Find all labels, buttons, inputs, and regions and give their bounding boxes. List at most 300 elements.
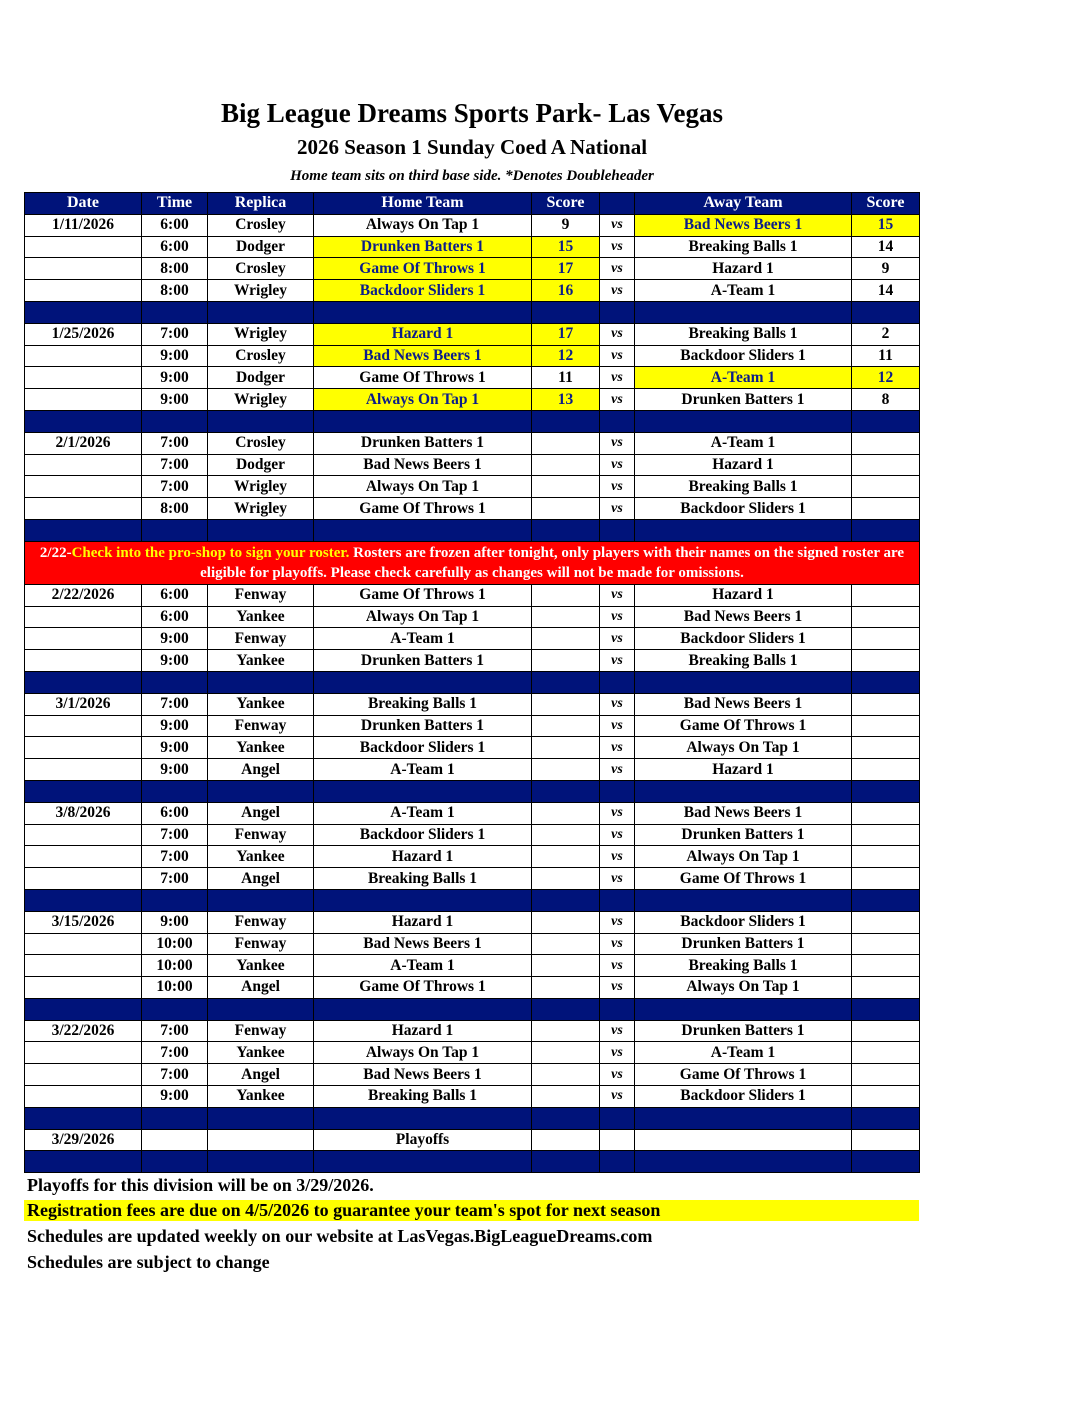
- vs-cell: vs: [600, 258, 635, 280]
- away-score: [852, 737, 920, 759]
- separator-cell: [314, 519, 532, 541]
- game-replica: Yankee: [208, 1086, 314, 1108]
- table-row: [25, 584, 920, 606]
- game-replica: Dodger: [208, 236, 314, 258]
- vs-cell: vs: [600, 1086, 635, 1108]
- game-replica: Wrigley: [208, 498, 314, 520]
- game-date: [25, 367, 142, 389]
- table-row: [25, 693, 920, 715]
- table-row: [25, 977, 920, 999]
- home-team: Bad News Beers 1: [314, 933, 532, 955]
- game-replica: Angel: [208, 868, 314, 890]
- away-score: [852, 1020, 920, 1042]
- separator-cell: [142, 671, 208, 693]
- away-team: Backdoor Sliders 1: [635, 1086, 852, 1108]
- away-team: Game Of Throws 1: [635, 868, 852, 890]
- separator-cell: [25, 519, 142, 541]
- home-score: [532, 628, 600, 650]
- table-row: [25, 1042, 920, 1064]
- away-team: Breaking Balls 1: [635, 236, 852, 258]
- game-time: 9:00: [142, 650, 208, 672]
- vs-cell: vs: [600, 846, 635, 868]
- game-replica: Fenway: [208, 1020, 314, 1042]
- vs-cell: vs: [600, 824, 635, 846]
- away-score: [852, 759, 920, 781]
- vs-cell: vs: [600, 606, 635, 628]
- home-team: A-Team 1: [314, 628, 532, 650]
- game-date: [25, 715, 142, 737]
- vs-cell: vs: [600, 432, 635, 454]
- game-time: 9:00: [142, 759, 208, 781]
- week-separator-row: [25, 780, 920, 802]
- game-replica: Yankee: [208, 650, 314, 672]
- col-header-home-team: Home Team: [314, 193, 532, 215]
- table-row: [25, 214, 920, 236]
- away-score: 14: [852, 236, 920, 258]
- separator-cell: [852, 780, 920, 802]
- table-row: [25, 454, 920, 476]
- vs-cell: vs: [600, 911, 635, 933]
- game-date: 3/8/2026: [25, 802, 142, 824]
- separator-cell: [635, 301, 852, 323]
- week-separator-row: [25, 671, 920, 693]
- home-team: A-Team 1: [314, 759, 532, 781]
- away-team: Game Of Throws 1: [635, 715, 852, 737]
- separator-cell: [25, 998, 142, 1020]
- home-score: [532, 933, 600, 955]
- away-team: Drunken Batters 1: [635, 824, 852, 846]
- game-replica: Wrigley: [208, 389, 314, 411]
- game-replica: Yankee: [208, 737, 314, 759]
- vs-cell: vs: [600, 933, 635, 955]
- vs-cell: vs: [600, 236, 635, 258]
- table-row: [25, 1020, 920, 1042]
- away-score: [852, 1042, 920, 1064]
- away-score: [852, 606, 920, 628]
- home-score: [532, 454, 600, 476]
- separator-cell: [25, 301, 142, 323]
- game-time: 9:00: [142, 737, 208, 759]
- game-time: 7:00: [142, 1064, 208, 1086]
- vs-cell: vs: [600, 715, 635, 737]
- table-row: [25, 345, 920, 367]
- game-time: 7:00: [142, 323, 208, 345]
- separator-cell: [532, 1107, 600, 1129]
- separator-cell: [25, 671, 142, 693]
- table-row: [25, 367, 920, 389]
- away-team: Bad News Beers 1: [635, 606, 852, 628]
- game-date: [25, 498, 142, 520]
- game-time: 9:00: [142, 367, 208, 389]
- away-score: 2: [852, 323, 920, 345]
- away-score: 14: [852, 280, 920, 302]
- vs-cell: vs: [600, 323, 635, 345]
- home-score: [532, 584, 600, 606]
- separator-cell: [314, 671, 532, 693]
- separator-cell: [314, 998, 532, 1020]
- game-replica: Fenway: [208, 715, 314, 737]
- home-team: A-Team 1: [314, 802, 532, 824]
- game-date: [25, 280, 142, 302]
- separator-cell: [208, 889, 314, 911]
- home-score: [532, 977, 600, 999]
- table-row: [25, 715, 920, 737]
- separator-cell: [600, 301, 635, 323]
- home-score: 9: [532, 214, 600, 236]
- game-date: 2/22/2026: [25, 584, 142, 606]
- away-team: A-Team 1: [635, 1042, 852, 1064]
- separator-cell: [142, 410, 208, 432]
- home-score: [532, 1020, 600, 1042]
- game-time: 6:00: [142, 214, 208, 236]
- separator-cell: [532, 889, 600, 911]
- game-time: 9:00: [142, 715, 208, 737]
- away-score: 12: [852, 367, 920, 389]
- game-time: 6:00: [142, 802, 208, 824]
- footer-website: Schedules are updated weekly on our website at LasVegas.BigLeagueDreams.com: [27, 1226, 653, 1246]
- game-date: [25, 1064, 142, 1086]
- home-team: Drunken Batters 1: [314, 650, 532, 672]
- separator-cell: [532, 671, 600, 693]
- separator-cell: [852, 998, 920, 1020]
- game-time: 8:00: [142, 280, 208, 302]
- home-team: Game Of Throws 1: [314, 977, 532, 999]
- game-replica: Fenway: [208, 628, 314, 650]
- home-score: [532, 1129, 600, 1151]
- away-team: Backdoor Sliders 1: [635, 628, 852, 650]
- vs-cell: vs: [600, 345, 635, 367]
- vs-cell: vs: [600, 955, 635, 977]
- col-header-home-score: Score: [532, 193, 600, 215]
- week-separator-row: [25, 889, 920, 911]
- week-separator-row: [25, 410, 920, 432]
- game-date: [25, 824, 142, 846]
- separator-cell: [208, 671, 314, 693]
- game-replica: Crosley: [208, 214, 314, 236]
- home-score: 12: [532, 345, 600, 367]
- separator-cell: [635, 1107, 852, 1129]
- game-time: 7:00: [142, 432, 208, 454]
- separator-cell: [852, 1107, 920, 1129]
- separator-cell: [635, 998, 852, 1020]
- vs-cell: vs: [600, 977, 635, 999]
- away-team: Always On Tap 1: [635, 977, 852, 999]
- game-date: [25, 737, 142, 759]
- home-score: [532, 498, 600, 520]
- separator-cell: [208, 998, 314, 1020]
- home-score: [532, 1064, 600, 1086]
- vs-cell: vs: [600, 1020, 635, 1042]
- game-time: 9:00: [142, 911, 208, 933]
- away-team: Backdoor Sliders 1: [635, 498, 852, 520]
- col-header-vs: [600, 193, 635, 215]
- home-team: Hazard 1: [314, 911, 532, 933]
- vs-cell: vs: [600, 454, 635, 476]
- away-team: Hazard 1: [635, 454, 852, 476]
- week-separator-row: [25, 998, 920, 1020]
- table-row: [25, 606, 920, 628]
- separator-cell: [532, 410, 600, 432]
- week-separator-row: [25, 1107, 920, 1129]
- table-row: [25, 911, 920, 933]
- game-replica: Dodger: [208, 367, 314, 389]
- away-score: [852, 454, 920, 476]
- game-date: [25, 759, 142, 781]
- game-time: 7:00: [142, 846, 208, 868]
- separator-cell: [852, 889, 920, 911]
- away-score: [852, 911, 920, 933]
- away-score: 9: [852, 258, 920, 280]
- home-score: [532, 432, 600, 454]
- away-score: 15: [852, 214, 920, 236]
- away-score: [852, 1086, 920, 1108]
- table-row: [25, 759, 920, 781]
- away-team: Drunken Batters 1: [635, 389, 852, 411]
- separator-cell: [142, 301, 208, 323]
- separator-cell: [852, 519, 920, 541]
- away-team: Bad News Beers 1: [635, 802, 852, 824]
- table-row: [25, 824, 920, 846]
- game-date: [25, 476, 142, 498]
- away-score: [852, 584, 920, 606]
- game-date: [25, 454, 142, 476]
- home-team: Drunken Batters 1: [314, 432, 532, 454]
- away-score: [852, 977, 920, 999]
- game-replica: Yankee: [208, 955, 314, 977]
- separator-cell: [314, 780, 532, 802]
- away-team: Hazard 1: [635, 759, 852, 781]
- home-score: [532, 911, 600, 933]
- game-time: 6:00: [142, 584, 208, 606]
- game-time: 10:00: [142, 977, 208, 999]
- vs-cell: vs: [600, 802, 635, 824]
- separator-cell: [208, 1151, 314, 1173]
- vs-cell: vs: [600, 584, 635, 606]
- separator-cell: [852, 1151, 920, 1173]
- home-score: [532, 955, 600, 977]
- vs-cell: vs: [600, 759, 635, 781]
- home-team: Breaking Balls 1: [314, 693, 532, 715]
- home-team: Hazard 1: [314, 846, 532, 868]
- home-score: [532, 868, 600, 890]
- week-separator-row: [25, 1151, 920, 1173]
- away-score: [852, 955, 920, 977]
- roster-notice: [25, 541, 920, 584]
- table-row: [25, 280, 920, 302]
- game-time: 9:00: [142, 345, 208, 367]
- game-time: 7:00: [142, 693, 208, 715]
- table-row: [25, 323, 920, 345]
- vs-cell: vs: [600, 214, 635, 236]
- separator-cell: [532, 1151, 600, 1173]
- separator-cell: [25, 889, 142, 911]
- week-separator-row: [25, 301, 920, 323]
- away-team: Hazard 1: [635, 258, 852, 280]
- home-score: [532, 650, 600, 672]
- away-score: [852, 650, 920, 672]
- away-team: A-Team 1: [635, 280, 852, 302]
- home-team: Bad News Beers 1: [314, 454, 532, 476]
- away-score: [852, 1064, 920, 1086]
- home-team: Drunken Batters 1: [314, 236, 532, 258]
- vs-cell: vs: [600, 628, 635, 650]
- page-subtitle: 2026 Season 1 Sunday Coed A National: [296, 135, 648, 159]
- game-time: 6:00: [142, 236, 208, 258]
- vs-cell: vs: [600, 868, 635, 890]
- separator-cell: [635, 780, 852, 802]
- table-row: [25, 432, 920, 454]
- notice-date: 2/22-: [39, 544, 72, 561]
- game-date: [25, 236, 142, 258]
- separator-cell: [314, 301, 532, 323]
- separator-cell: [142, 1151, 208, 1173]
- game-replica: Angel: [208, 759, 314, 781]
- away-score: [852, 715, 920, 737]
- away-score: [852, 432, 920, 454]
- separator-cell: [635, 889, 852, 911]
- vs-cell: [600, 1129, 635, 1151]
- home-score: [532, 846, 600, 868]
- table-row: [25, 498, 920, 520]
- separator-cell: [635, 1151, 852, 1173]
- separator-cell: [635, 671, 852, 693]
- away-team: Backdoor Sliders 1: [635, 911, 852, 933]
- away-team: Breaking Balls 1: [635, 955, 852, 977]
- game-replica: Yankee: [208, 846, 314, 868]
- home-team: Game Of Throws 1: [314, 258, 532, 280]
- game-date: 3/22/2026: [25, 1020, 142, 1042]
- away-score: [852, 846, 920, 868]
- separator-cell: [208, 519, 314, 541]
- game-time: 8:00: [142, 258, 208, 280]
- game-replica: Wrigley: [208, 476, 314, 498]
- away-team: Game Of Throws 1: [635, 1064, 852, 1086]
- separator-cell: [600, 889, 635, 911]
- game-time: 7:00: [142, 454, 208, 476]
- playoff-row: [25, 1129, 920, 1151]
- home-score: [532, 606, 600, 628]
- col-header-away-team: Away Team: [635, 193, 852, 215]
- game-replica: Yankee: [208, 1042, 314, 1064]
- home-team: Breaking Balls 1: [314, 1086, 532, 1108]
- vs-cell: vs: [600, 498, 635, 520]
- col-header-date: Date: [25, 193, 142, 215]
- home-score: [532, 1086, 600, 1108]
- game-date: 2/1/2026: [25, 432, 142, 454]
- game-time: 9:00: [142, 628, 208, 650]
- vs-cell: vs: [600, 693, 635, 715]
- separator-cell: [852, 671, 920, 693]
- separator-cell: [25, 1151, 142, 1173]
- table-row: [25, 650, 920, 672]
- table-row: [25, 476, 920, 498]
- footer-registration: Registration fees are due on 4/5/2026 to guarantee your team's spot for next season: [24, 1200, 919, 1221]
- separator-cell: [25, 1107, 142, 1129]
- game-replica: Yankee: [208, 606, 314, 628]
- game-time: 7:00: [142, 476, 208, 498]
- separator-cell: [142, 889, 208, 911]
- game-date: 3/15/2026: [25, 911, 142, 933]
- separator-cell: [314, 410, 532, 432]
- col-header-replica: Replica: [208, 193, 314, 215]
- away-score: [852, 868, 920, 890]
- separator-cell: [600, 780, 635, 802]
- notice-highlight: Check into the pro-shop to sign your roster.: [71, 544, 350, 561]
- game-replica: Fenway: [208, 933, 314, 955]
- home-score: 15: [532, 236, 600, 258]
- separator-cell: [600, 998, 635, 1020]
- away-team: Bad News Beers 1: [635, 693, 852, 715]
- table-row: [25, 258, 920, 280]
- separator-cell: [314, 1107, 532, 1129]
- separator-cell: [314, 889, 532, 911]
- game-date: 1/11/2026: [25, 214, 142, 236]
- away-score: [852, 628, 920, 650]
- table-row: [25, 802, 920, 824]
- away-team: Drunken Batters 1: [635, 933, 852, 955]
- table-row: [25, 389, 920, 411]
- game-replica: Fenway: [208, 911, 314, 933]
- game-replica: Fenway: [208, 824, 314, 846]
- separator-cell: [852, 410, 920, 432]
- home-team: A-Team 1: [314, 955, 532, 977]
- game-date: [25, 1042, 142, 1064]
- game-time: 7:00: [142, 1042, 208, 1064]
- game-time: 10:00: [142, 933, 208, 955]
- game-date: 3/29/2026: [25, 1129, 142, 1151]
- home-team: Backdoor Sliders 1: [314, 824, 532, 846]
- game-replica: Dodger: [208, 454, 314, 476]
- away-team: Always On Tap 1: [635, 846, 852, 868]
- home-team: Backdoor Sliders 1: [314, 280, 532, 302]
- game-date: [25, 933, 142, 955]
- away-team: Breaking Balls 1: [635, 323, 852, 345]
- game-date: [25, 650, 142, 672]
- home-team: Game Of Throws 1: [314, 584, 532, 606]
- game-date: [25, 345, 142, 367]
- table-row: [25, 1064, 920, 1086]
- separator-cell: [208, 780, 314, 802]
- game-time: [142, 1129, 208, 1151]
- away-team: A-Team 1: [635, 367, 852, 389]
- game-replica: Crosley: [208, 258, 314, 280]
- home-team: Always On Tap 1: [314, 606, 532, 628]
- away-team: Hazard 1: [635, 584, 852, 606]
- home-team: Bad News Beers 1: [314, 1064, 532, 1086]
- game-date: [25, 868, 142, 890]
- separator-cell: [532, 998, 600, 1020]
- home-team-note: Home team sits on third base side. *Denotes Doubleheader: [290, 168, 654, 184]
- game-time: 8:00: [142, 498, 208, 520]
- game-replica: Wrigley: [208, 323, 314, 345]
- table-row: [25, 1086, 920, 1108]
- separator-cell: [142, 1107, 208, 1129]
- schedule-body: [25, 214, 920, 1172]
- away-team: Always On Tap 1: [635, 737, 852, 759]
- table-row: [25, 236, 920, 258]
- separator-cell: [600, 410, 635, 432]
- away-team: Drunken Batters 1: [635, 1020, 852, 1042]
- game-time: 7:00: [142, 1020, 208, 1042]
- game-date: [25, 977, 142, 999]
- away-score: 11: [852, 345, 920, 367]
- separator-cell: [600, 519, 635, 541]
- table-header-row: [25, 193, 920, 215]
- game-date: [25, 628, 142, 650]
- away-score: [852, 476, 920, 498]
- game-date: [25, 606, 142, 628]
- home-team: Backdoor Sliders 1: [314, 737, 532, 759]
